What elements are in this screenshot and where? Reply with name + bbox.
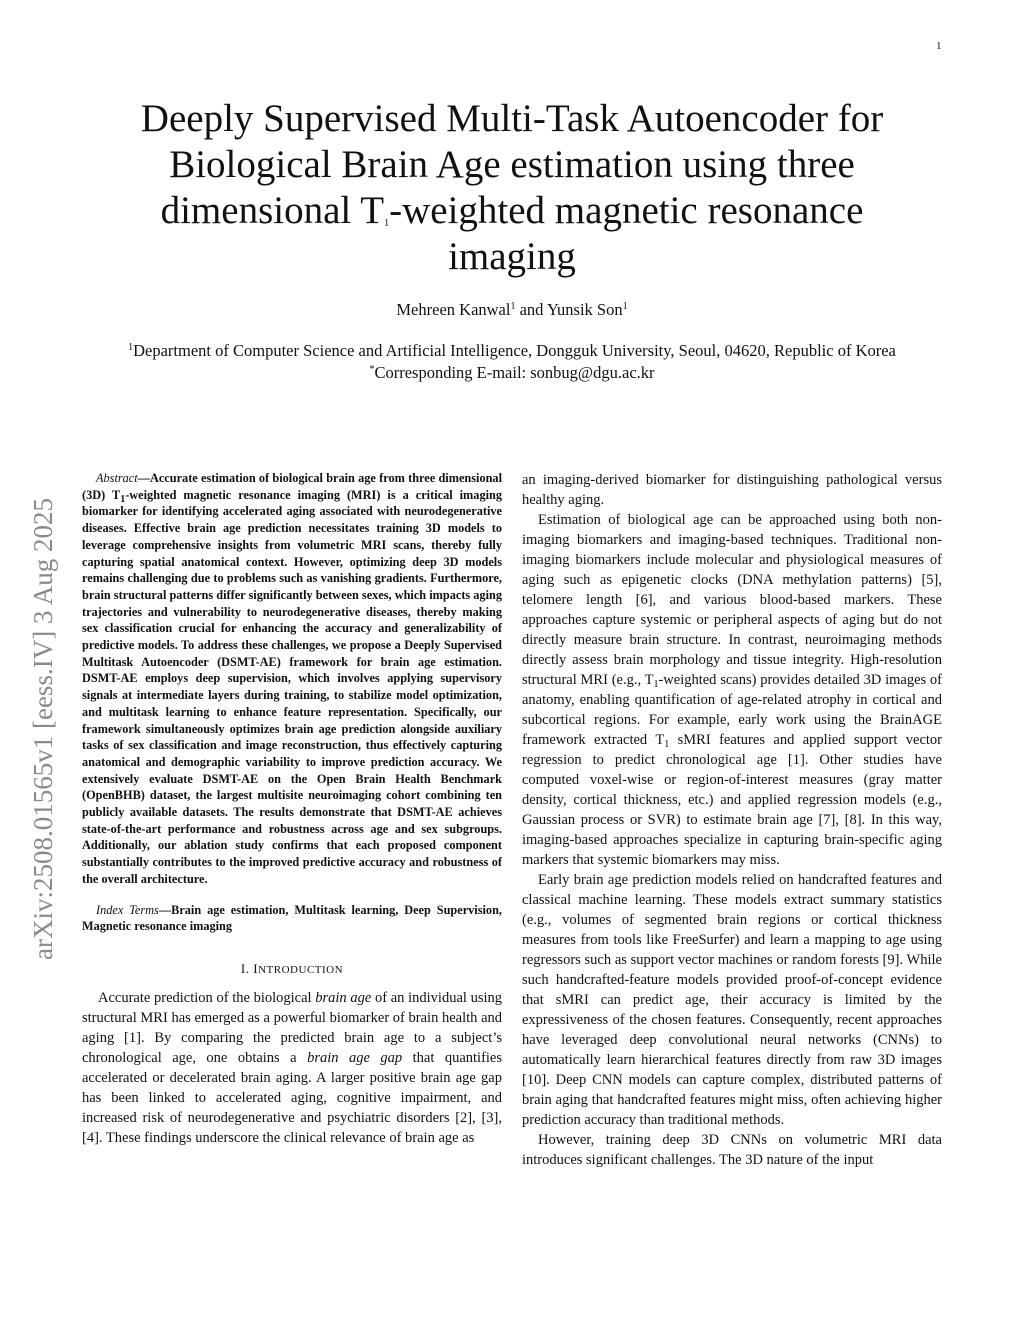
author-list [104,300,920,320]
abstract [82,470,502,888]
intro-p1-emph-2: brain age gap [307,1049,403,1066]
left-column [82,470,502,1148]
intro-p2-subscript-2: 1 [664,739,670,750]
title-subscript: 1 [384,218,390,229]
author-and: and [515,300,547,319]
arxiv-identifier: arXiv:2508.01565v1 [eess.IV] 3 Aug 2025 [28,498,58,960]
affiliation-text: Department of Computer Science and Artificial Intelligence, Dongguk University, Seoul, 04620, Republic of Korea [133,341,896,360]
intro-paragraph-3: Early brain age prediction models relied on handcrafted features and classical machine learning. These models extract summary statistics (e.g., volumes of segmented brain regions or cortical thickness measures from tools like FreeSurfer) and learn a mapping to age using regressors such as support vector machines or random forests [9]. While such handcrafted-feature models provided proof-of-concept evidence that sMRI can predict age, their accuracy is limited by the expressiveness of the chosen features. Consequently, recent approaches have leveraged deep convolutional neural networks (CNNs) to automatically learn hierarchical features directly from raw 3D images [10]. Deep CNN models can capture complex, distributed patterns of brain aging that handcrafted features might miss, often achieving higher prediction accuracy than traditional methods. [522,872,942,1128]
corresponding-marker: * [369,364,375,375]
abstract-dash: — [137,471,150,485]
title-part-2: -weighted magnetic resonance imaging [389,189,864,278]
paper-title [104,96,920,280]
author-1-affil: 1 [510,301,516,312]
affiliation-block [92,340,932,384]
affiliation [92,340,932,362]
intro-p1-text-1: Accurate prediction of the biological [98,989,316,1006]
intro-paragraph-1 [82,988,502,1148]
intro-p2-text-2: -weighted scans) provides detailed 3D images of anatomy, enabling quantification of age-related atrophy in cortical and subcortical regions. For example, early work using the BrainAGE framework extracted T [522,672,942,748]
title-part-1: Deeply Supervised Multi-Task Autoencoder for Biological Brain Age estimation using three dimensional T [140,97,884,232]
author-1: Mehreen Kanwal [396,300,511,319]
affiliation-marker: 1 [128,342,134,353]
intro-p1-text-3: that quantifies accelerated or decelerated brain aging. A larger positive brain age gap has been linked to accelerated aging, cognitive impairment, and increased risk of neurodegenerative and psychiatric disorders [2], [3], [4]. These findings underscore the clinical relevance of brain age as [82,1049,503,1146]
intro-p2-text-3: sMRI features and applied support vector regression to predict chronological age [1]. Other studies have computed voxel-wise or region-of-interest measures (gray matter density, cortical thickness, etc.) and applied regression models (e.g., Gaussian process or SVR) to estimate brain age [7], [8]. In this way, imaging-based approaches specialize in capturing brain-specific aging markers that systemic biomarkers may miss. [522,732,942,868]
page-number: 1 [936,40,942,52]
abstract-label: Abstract [96,471,138,485]
intro-p2-text-1: Estimation of biological age can be approached using both non-imaging biomarkers and imaging-based techniques. Traditional non-imaging biomarkers include molecular and physiological measures of aging such as epigenetic clocks (DNA methylation patterns) [5], telomere length [6], and various blood-based markers. These approaches capture systemic or peripheral aspects of aging but do not directly measure brain structure. In contrast, neuroimaging methods directly assess brain morphology and tissue integrity. High-resolution structural MRI (e.g., T [522,512,942,688]
corresponding-text: Corresponding E-mail: sonbug@dgu.ac.kr [374,363,655,382]
intro-p1-text-2: of an individual using structural MRI has emerged as a powerful biomarker of brain health and aging [1]. By comparing the predicted brain age to a subject’s chronological age, one obtains a [82,989,502,1066]
index-terms [82,902,502,935]
intro-p1-emph-1: brain age [315,989,372,1006]
index-terms-dash: — [158,902,172,917]
author-2: Yunsik Son [546,300,623,319]
intro-paragraph-4: However, training deep 3D CNNs on volumetric MRI data introduces significant challenges. The 3D nature of the input [522,1132,942,1168]
index-terms-text: Brain age estimation, Multitask learning, Deep Supervision, Magnetic resonance imaging [82,902,502,934]
index-terms-label: Index Terms [96,902,159,917]
right-column [522,470,942,1170]
intro-paragraph-1-continued: an imaging-derived biomarker for distinguishing pathological versus healthy aging. [522,472,942,508]
author-2-affil: 1 [622,301,628,312]
intro-paragraph-2 [522,510,942,870]
abstract-text-2: -weighted magnetic resonance imaging (MRI) is a critical imaging biomarker for identifying accelerated aging associated with neurodegenerative diseases. Effective brain age prediction necessitates training 3D models to leverage comprehensive insights from volumetric MRI scans, thereby fully capturing spatial anatomical context. However, optimizing deep 3D models remains challenging due to problems such as vanishing gradients. Furthermore, brain structural patterns differ significantly between sexes, which impacts aging trajectories and vulnerability to neurodegenerative diseases, thereby making sex classification crucial for enhancing the accuracy and generalizability of predictive models. To address these challenges, we propose a Deeply Supervised Multitask Autoencoder (DSMT-AE) framework for brain age estimation. DSMT-AE employs deep supervision, which involves applying supervisory signals at intermediate layers during training, to stabilize model optimization, and multitask learning to enhance feature representation. Specifically, our framework simultaneously optimizes brain age prediction alongside auxiliary tasks of sex classification and image reconstruction, thus effectively capturing anatomical and demographic variability to improve prediction accuracy. We extensively evaluate DSMT-AE on the Open Brain Health Benchmark (OpenBHB) dataset, the largest multisite neuroimaging cohort combining ten publicly available datasets. The results demonstrate that DSMT-AE achieves state-of-the-art performance and robustness across age and sex subgroups. Additionally, our ablation study confirms that each proposed component substantially contributes to the improved predictive accuracy and robustness of the overall architecture. [82,487,502,886]
section-first-letter: I [253,960,259,976]
abstract-subscript: 1 [120,493,126,505]
corresponding-email [92,362,932,384]
section-number: I. [240,960,254,976]
section-heading-introduction [82,959,502,980]
section-title-rest: NTRODUCTION [258,963,344,976]
intro-p2-subscript-1: 1 [653,679,659,690]
abstract-text-1: Accurate estimation of biological brain age from three dimensional (3D) T [82,471,502,502]
